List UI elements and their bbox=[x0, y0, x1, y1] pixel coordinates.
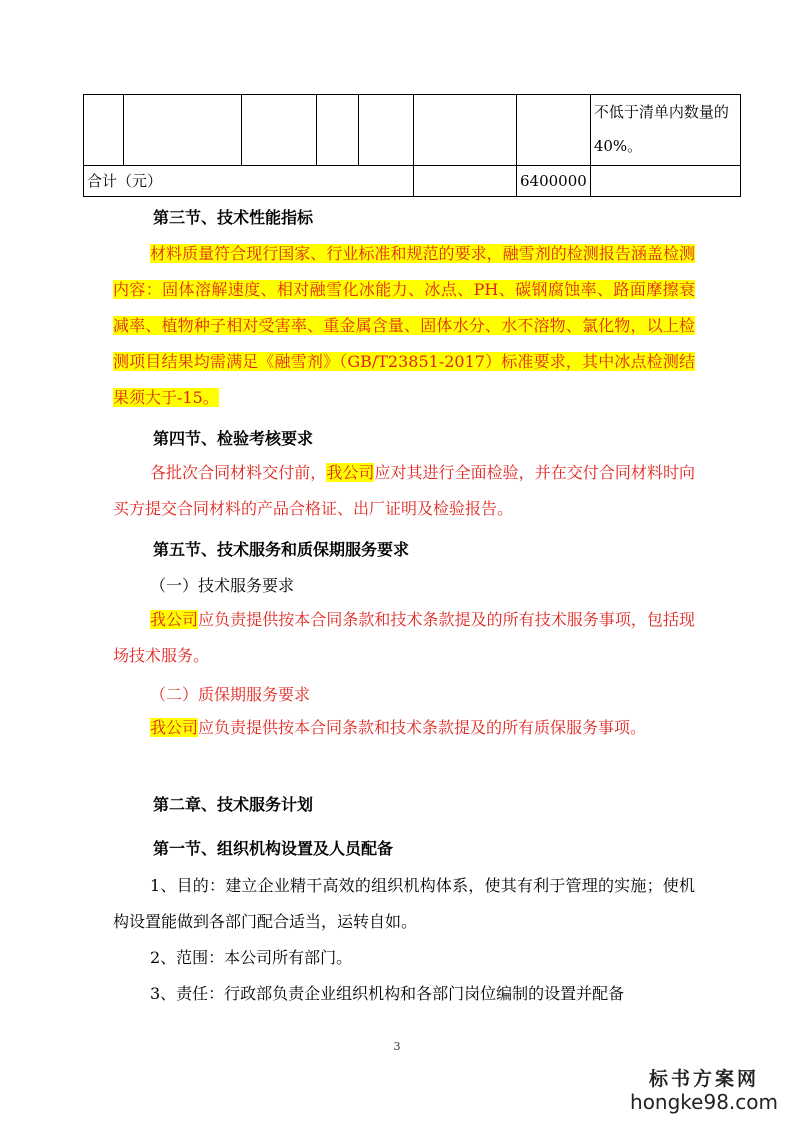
company-highlight: 我公司 bbox=[150, 610, 199, 629]
table-cell bbox=[84, 95, 124, 166]
section-5-title: 第五节、技术服务和质保期服务要求 bbox=[153, 540, 410, 559]
table-cell-note: 不低于清单内数量的40%。 bbox=[590, 95, 740, 166]
watermark-logo bbox=[630, 1068, 778, 1114]
section-3-body bbox=[113, 236, 695, 416]
item-1-paragraph: 1、目的：建立企业精干高效的组织机构体系，使其有利于管理的实施；使机构设置能做到各部门配合适当，运转自如。 bbox=[113, 876, 695, 931]
company-highlight: 我公司 bbox=[150, 718, 199, 737]
table-cell bbox=[414, 95, 517, 166]
price-table bbox=[83, 94, 741, 197]
table-total-row bbox=[84, 166, 741, 197]
table-cell bbox=[317, 95, 359, 166]
table-cell bbox=[517, 95, 591, 166]
table-cell bbox=[414, 166, 517, 197]
table-cell bbox=[242, 95, 317, 166]
watermark-chinese-text: 标书方案网 bbox=[649, 1068, 760, 1090]
section-5-paragraph-2-text: 应负责提供按本合同条款和技术条款提及的所有质保服务事项。 bbox=[198, 718, 647, 737]
section-4-text-a: 各批次合同材料交付前， bbox=[150, 463, 327, 482]
chapter-2-title: 第二章、技术服务计划 bbox=[153, 795, 314, 814]
section-4-title: 第四节、检验考核要求 bbox=[153, 429, 314, 448]
section-4-body bbox=[113, 455, 695, 527]
table-cell bbox=[124, 95, 242, 166]
section-5-subheading-1: （一）技术服务要求 bbox=[150, 576, 295, 595]
section-5-subheading-2: （二）质保期服务要求 bbox=[150, 685, 311, 704]
item-2-paragraph: 2、范围：本公司所有部门。 bbox=[150, 948, 353, 967]
table-cell bbox=[359, 95, 414, 166]
highlighted-text: 材料质量符合现行国家、行业标准和规范的要求，融雪剂的检测报告涵盖检测内容：固体溶解速度、相对融雪化冰能力、冰点、PH、碳钢腐蚀率、路面摩擦衰减率、植物种子相对受害率、重金属含量、固体水分、水不溶物、氯化物，以上检测项目结果均需满足《融雪剂》（GB/T23851-2017）标准要求，其中冰点检测结果须大于-15。 bbox=[113, 244, 695, 407]
page-number: 3 bbox=[393, 1040, 401, 1053]
total-value: 6400000 bbox=[517, 166, 591, 197]
company-highlight: 我公司 bbox=[326, 463, 375, 482]
item-3-paragraph: 3、责任：行政部负责企业组织机构和各部门岗位编制的设置并配备 bbox=[150, 984, 625, 1003]
section-5-paragraph-2 bbox=[113, 710, 695, 746]
section-5-paragraph-1-text: 应负责提供按本合同条款和技术条款提及的所有技术服务事项，包括现场技术服务。 bbox=[113, 610, 695, 665]
total-label: 合计（元） bbox=[84, 166, 414, 197]
table-cell bbox=[590, 166, 740, 197]
section-5-paragraph-1 bbox=[113, 602, 695, 674]
table-row bbox=[84, 95, 741, 166]
section-4-text-b: 应对其进行全面检验，并在交付合同材料时向买方提交合同材料的产品合格证、出厂证明及检验报告。 bbox=[113, 463, 695, 518]
chapter-2-section-1-title: 第一节、组织机构设置及人员配备 bbox=[153, 839, 394, 858]
watermark-url: hongke98.com bbox=[630, 1090, 778, 1114]
section-3-title: 第三节、技术性能指标 bbox=[153, 208, 314, 227]
